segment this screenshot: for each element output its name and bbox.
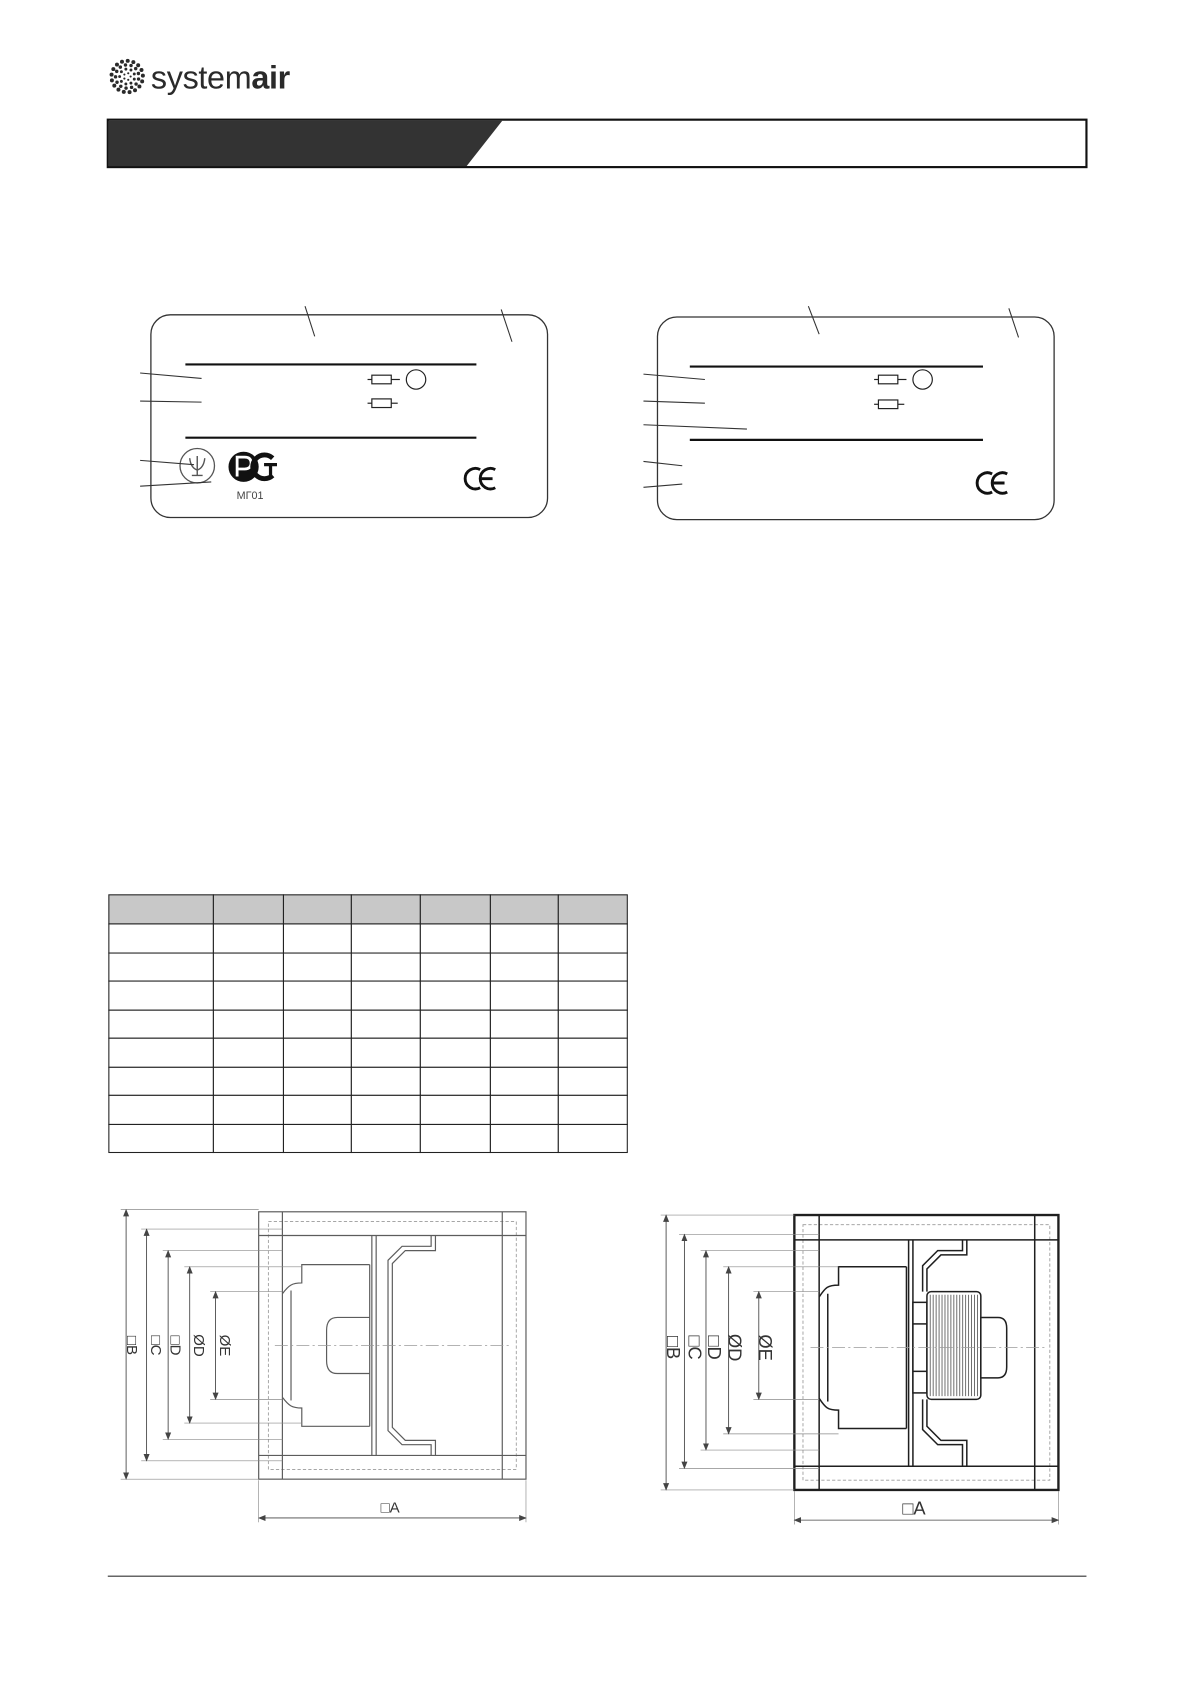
table-cell	[558, 1067, 627, 1095]
logo-dot	[115, 80, 118, 83]
table-cell	[490, 924, 558, 953]
dimension-label-d: □D	[704, 1335, 726, 1360]
table-header-cell	[213, 895, 283, 924]
table-cell	[558, 981, 627, 1010]
logo-dot	[124, 83, 127, 86]
dimension-label-c: □C	[146, 1335, 164, 1356]
logo-dot	[123, 77, 125, 79]
table-header-row	[109, 895, 627, 924]
table-cell	[420, 981, 490, 1010]
table-header-cell	[420, 895, 490, 924]
specification-table	[109, 895, 627, 1153]
table-header-cell	[558, 895, 627, 924]
table-cell	[351, 1038, 420, 1067]
table-header-cell	[490, 895, 558, 924]
logo-dot	[134, 82, 137, 85]
pct-gost-r-mark-icon	[228, 452, 277, 482]
table-cell	[558, 1010, 627, 1038]
logo-dot	[137, 72, 140, 75]
table-cell	[213, 924, 283, 953]
dimension-label-od: ØD	[724, 1333, 746, 1362]
table-cell	[109, 1067, 214, 1095]
logo-dot	[140, 68, 144, 72]
table-cell	[213, 1038, 283, 1067]
logo-dot	[111, 67, 115, 71]
logo-suffix: air	[251, 59, 290, 96]
logo-dot	[119, 85, 122, 88]
table-cell	[351, 1095, 420, 1124]
logo-dot	[114, 75, 117, 78]
table-cell	[283, 1067, 351, 1095]
logo-dot	[115, 63, 119, 67]
table-cell	[109, 1038, 214, 1067]
logo-dot	[119, 65, 122, 68]
table-cell	[109, 953, 214, 981]
dimension-label-oe: ØE	[215, 1334, 233, 1357]
dimension-label-a: □A	[380, 1499, 400, 1517]
logo-dot	[115, 70, 118, 73]
table-cell	[109, 1010, 214, 1038]
logo-dot	[122, 90, 126, 94]
logo-dot	[126, 59, 130, 63]
table-cell	[490, 1067, 558, 1095]
logo-dot	[128, 90, 132, 94]
table-row	[109, 1095, 627, 1124]
table-cell	[283, 953, 351, 981]
table-cell	[283, 1038, 351, 1067]
table-cell	[109, 1124, 214, 1152]
logo-dot	[124, 63, 127, 66]
table-cell	[420, 1067, 490, 1095]
dimension-label-a: □A	[902, 1497, 926, 1519]
table-header-cell	[283, 895, 351, 924]
table-cell	[351, 981, 420, 1010]
logo-dot	[130, 75, 132, 77]
table-cell	[490, 953, 558, 981]
table-cell	[213, 1067, 283, 1095]
logo-dot	[118, 75, 121, 78]
logo-dot	[110, 78, 114, 82]
logo-dot	[123, 73, 125, 75]
logo-dot	[120, 70, 123, 73]
table-row	[109, 1038, 627, 1067]
table-cell	[109, 1095, 214, 1124]
logo-wordmark	[151, 59, 291, 95]
table-cell	[558, 953, 627, 981]
table-cell	[420, 1038, 490, 1067]
logo-dot	[120, 60, 124, 64]
table-row	[109, 924, 627, 953]
logo-dot	[116, 88, 120, 92]
logo-dot	[124, 86, 127, 89]
table-cell	[558, 1038, 627, 1067]
logo-dot	[110, 73, 114, 77]
logo-dot	[112, 84, 116, 88]
dimension-label-od: ØD	[190, 1334, 208, 1357]
table-cell	[213, 1124, 283, 1152]
table-cell	[351, 953, 420, 981]
logo-dot	[133, 78, 136, 81]
table-cell	[490, 1038, 558, 1067]
logo-dot	[129, 82, 132, 85]
logo-dot	[137, 77, 140, 80]
table-cell	[420, 1010, 490, 1038]
table-cell	[213, 1095, 283, 1124]
table-row	[109, 953, 627, 981]
logo-dot	[134, 67, 137, 70]
dimension-label-b: □B	[663, 1335, 685, 1360]
table-cell	[420, 1095, 490, 1124]
dimension-label-d: □D	[166, 1335, 184, 1356]
dimension-label-b: □B	[123, 1335, 141, 1356]
logo-dot	[129, 64, 132, 67]
header-bar-dark-segment	[109, 121, 502, 166]
logo-dot	[137, 84, 141, 88]
table-cell	[558, 924, 627, 953]
table-cell	[283, 981, 351, 1010]
logo-dot	[130, 69, 133, 72]
logo-dot	[127, 72, 129, 74]
table-cell	[490, 981, 558, 1010]
table-cell	[558, 1095, 627, 1124]
table-cell	[283, 1010, 351, 1038]
logo-dot	[120, 80, 123, 83]
pct-certificate-code: MГ01	[236, 490, 264, 503]
table-cell	[283, 924, 351, 953]
table-cell	[109, 981, 214, 1010]
logo-dot	[124, 68, 127, 71]
dimension-label-oe: ØE	[754, 1334, 776, 1361]
logo-dot	[130, 86, 133, 89]
table-cell	[490, 1010, 558, 1038]
table-cell	[351, 1010, 420, 1038]
table-cell	[420, 1124, 490, 1152]
logo-dot	[131, 60, 135, 64]
logo-prefix: system	[150, 59, 252, 96]
table-cell	[283, 1124, 351, 1152]
logo-dot	[133, 73, 136, 76]
logo-dot	[140, 79, 144, 83]
table-cell	[213, 981, 283, 1010]
table-row	[109, 1010, 627, 1038]
table-cell	[558, 1124, 627, 1152]
logo-dot	[133, 88, 137, 92]
section-header-bar	[108, 120, 1087, 167]
table-cell	[351, 1124, 420, 1152]
dimension-label-c: □C	[684, 1335, 706, 1360]
logo-dot	[141, 74, 145, 78]
table-header-cell	[351, 895, 420, 924]
logo-dot	[136, 63, 140, 67]
logo-dot	[127, 79, 129, 81]
table-cell	[283, 1095, 351, 1124]
table-cell	[490, 1124, 558, 1152]
table-cell	[351, 924, 420, 953]
table-cell	[351, 1067, 420, 1095]
table-cell	[490, 1095, 558, 1124]
table-row	[109, 1124, 627, 1152]
table-header-cell	[109, 895, 214, 924]
table-cell	[420, 924, 490, 953]
table-cell	[213, 1010, 283, 1038]
table-cell	[420, 953, 490, 981]
table-cell	[109, 924, 214, 953]
table-cell	[213, 953, 283, 981]
table-row	[109, 1067, 627, 1095]
table-row	[109, 981, 627, 1010]
